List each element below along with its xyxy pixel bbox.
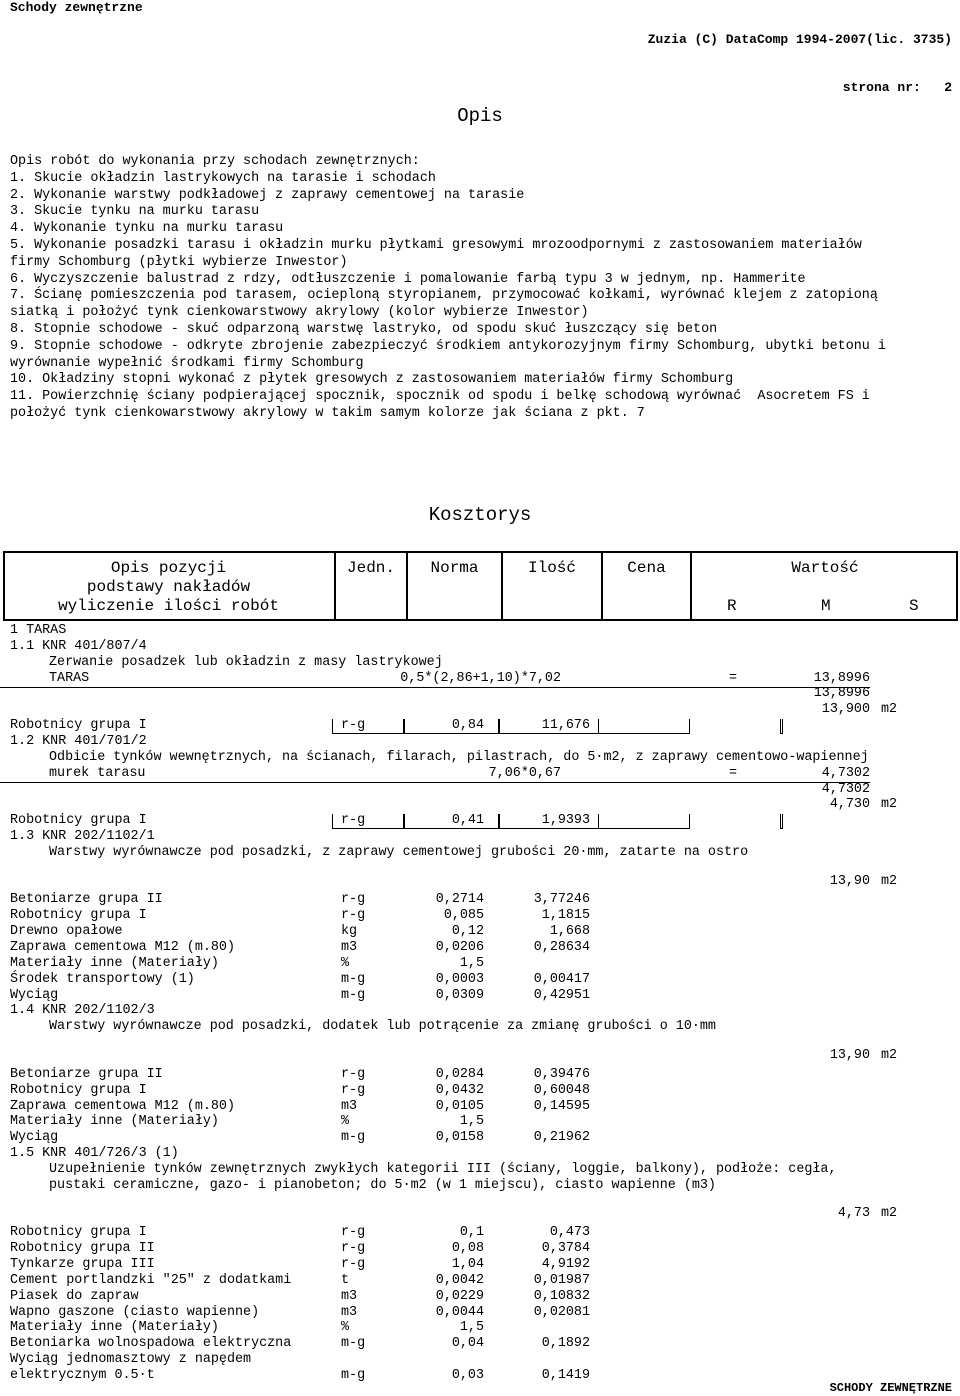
- resource-name: Wyciąg: [10, 1130, 59, 1146]
- calc-formula: 0,5*(2,86+1,10)*7,02: [400, 670, 561, 686]
- resource-name: Piasek do zapraw: [10, 1288, 139, 1304]
- opis-line: 2. Wykonanie warstwy podkładowej z zaprawy cementowej na tarasie: [10, 187, 525, 203]
- resource-unit: m3: [341, 1288, 358, 1304]
- resource-unit: r-g: [341, 908, 366, 924]
- header-norma: Norma: [430, 559, 479, 577]
- page-number: strona nr: 2: [842, 80, 952, 95]
- calc-result: 4,7302: [0, 766, 870, 783]
- resource-unit: %: [341, 1320, 350, 1336]
- resource-unit: t: [341, 1272, 350, 1288]
- position-code: 1.5 KNR 401/726/3 (1): [10, 1146, 179, 1162]
- resource-norma: 0,0284: [435, 1066, 484, 1082]
- opis-line: 9. Stopnie schodowe - odkryte zbrojenie zabezpieczyć środkiem antykorozyjnym firmy Schomburg, ubytki betonu i: [10, 338, 886, 354]
- opis-line: 3. Skucie tynku na murku tarasu: [10, 204, 260, 220]
- calc-equals: =: [729, 765, 738, 781]
- resource-name: Robotnicy grupa II: [10, 1241, 155, 1257]
- resource-norma: 0,2714: [435, 892, 484, 908]
- position-description: Odbicie tynków wewnętrznych, na ścianach, filarach, pilastrach, do 5·m2, z zaprawy cementowo-wapiennej: [49, 749, 869, 765]
- resource-norma: 0,0105: [435, 1098, 484, 1114]
- position-total: 13,900: [821, 702, 870, 718]
- resource-ilosc: 0,473: [549, 1225, 590, 1241]
- position-description: Zerwanie posadzek lub okładzin z masy lastrykowej: [49, 654, 443, 670]
- cell-border: [404, 719, 499, 734]
- position-description: Warstwy wyrównawcze pod posadzki, z zaprawy cementowej grubości 20·mm, zatarte na ostro: [49, 844, 749, 860]
- position-total: 13,90: [829, 873, 870, 889]
- resource-unit: r-g: [341, 1257, 366, 1272]
- opis-line: 8. Stopnie schodowe - skuć odparzoną warstwę lastryko, od spodu skuć łuszczący się beton: [10, 321, 718, 337]
- opis-line: 6. Wyczyszczenie balustrad z rdzy, odtłuszczenie i pomalowanie farbą typu 3 w jednym, np. Hammerite: [10, 271, 806, 287]
- resource-ilosc: 0,28634: [533, 940, 590, 955]
- resource-name: Robotnicy grupa I: [10, 1225, 147, 1241]
- resource-norma: 0,08: [451, 1241, 484, 1257]
- opis-line: 4. Wykonanie tynku na murku tarasu: [10, 221, 284, 237]
- position-unit: m2: [881, 1047, 898, 1063]
- resource-name: Betoniarze grupa II: [10, 1066, 163, 1082]
- resource-ilosc: 0,01987: [533, 1272, 590, 1288]
- position-unit: m2: [881, 797, 898, 813]
- header-ilosc: Ilość: [527, 559, 576, 577]
- resource-name: Zaprawa cementowa M12 (m.80): [10, 940, 235, 955]
- opis-line: 1. Skucie okładzin lastrykowych na tarasie i schodach: [10, 170, 436, 186]
- resource-norma: 1,5: [459, 955, 484, 971]
- resource-name: Materiały inne (Materiały): [10, 955, 219, 971]
- resource-name: elektrycznym 0.5·t: [10, 1367, 155, 1383]
- resource-unit: r-g: [341, 1066, 366, 1082]
- resource-name: Drewno opałowe: [10, 924, 123, 940]
- resource-name: Materiały inne (Materiały): [10, 1114, 219, 1130]
- resource-norma: 0,0309: [435, 987, 484, 1003]
- resource-name: Robotnicy grupa I: [10, 813, 147, 829]
- resource-ilosc: 3,77246: [533, 892, 590, 908]
- resource-unit: m-g: [341, 1130, 366, 1146]
- position-code: 1.1 KNR 401/807/4: [10, 638, 147, 654]
- cell-border: [499, 719, 599, 734]
- resource-unit: m3: [341, 940, 358, 955]
- resource-unit: m3: [341, 1098, 358, 1114]
- resource-ilosc: 0,60048: [533, 1082, 590, 1098]
- resource-ilosc: 1,1815: [541, 908, 590, 924]
- opis-line: firmy Schomburg (płytki wybierze Inwestor): [10, 254, 348, 270]
- resource-norma: 1,5: [459, 1114, 484, 1130]
- resource-unit: %: [341, 1114, 350, 1130]
- resource-norma: 0,0206: [435, 940, 484, 955]
- header-wartosc: Wartość: [791, 559, 859, 577]
- resource-name: Materiały inne (Materiały): [10, 1320, 219, 1336]
- resource-norma: 0,12: [451, 924, 484, 940]
- header-m: M: [821, 597, 831, 615]
- position-code: 1.2 KNR 401/701/2: [10, 733, 147, 749]
- resource-ilosc: 1,9393: [541, 813, 590, 829]
- resource-norma: 0,0044: [435, 1304, 484, 1320]
- kosztorys-heading: Kosztorys: [428, 504, 532, 526]
- cell-border: [332, 814, 404, 829]
- document-footer: SCHODY ZEWNĘTRZNE: [829, 1381, 952, 1395]
- position-code: 1.4 KNR 202/1102/3: [10, 1003, 155, 1019]
- resource-unit: r-g: [341, 1082, 366, 1098]
- header-s: S: [909, 597, 919, 615]
- cell-border: [780, 814, 783, 829]
- resource-name: Betoniarze grupa II: [10, 892, 163, 908]
- calc-result: 13,8996: [0, 671, 870, 688]
- cell-border: [332, 719, 404, 734]
- cell-border: [780, 719, 783, 734]
- opis-line: Opis robót do wykonania przy schodach zewnętrznych:: [10, 154, 420, 169]
- position-description: pustaki ceramiczne, gazo- i pianobeton; do 5·m2 (w 1 miejscu), ciasto wapienne (m3): [49, 1177, 716, 1193]
- opis-line: położyć tynk cienkowarstwowy akrylowy w takim samym kolorze jak ściana z pkt. 7: [10, 405, 645, 421]
- header-jedn: Jedn.: [346, 559, 395, 577]
- opis-line: 10. Okładziny stopni wykonać z płytek gresowych z zastosowaniem materiałów firmy Schomburg: [10, 372, 734, 388]
- resource-norma: 1,5: [459, 1320, 484, 1336]
- header-opis-pozycji: Opis pozycji: [110, 559, 227, 577]
- resource-ilosc: 0,1892: [541, 1336, 590, 1352]
- resource-unit: m3: [341, 1304, 358, 1320]
- resource-name: Wyciąg jednomasztowy z napędem: [10, 1352, 252, 1368]
- resource-norma: 0,0003: [435, 971, 484, 987]
- resource-ilosc: 0,02081: [533, 1304, 590, 1320]
- resource-ilosc: 0,00417: [533, 971, 590, 987]
- calc-sum: 13,8996: [813, 686, 870, 702]
- resource-name: Środek transportowy (1): [10, 971, 195, 987]
- resource-name: Robotnicy grupa I: [10, 908, 147, 924]
- opis-line: 5. Wykonanie posadzki tarasu i okładzin murku płytkami gresowymi mrozoodpornymi z zastosowaniem materiałów: [10, 237, 862, 253]
- position-total: 13,90: [829, 1047, 870, 1063]
- resource-unit: r-g: [341, 1241, 366, 1257]
- calc-equals: =: [729, 670, 738, 686]
- resource-norma: 0,41: [451, 813, 484, 829]
- cell-border: [499, 814, 599, 829]
- resource-norma: 0,84: [451, 718, 484, 734]
- resource-norma: 1,04: [451, 1257, 484, 1272]
- resource-name: Wapno gaszone (ciasto wapienne): [10, 1304, 260, 1320]
- position-description: Warstwy wyrównawcze pod posadzki, dodatek lub potrącenie za zmianę grubości o 10·mm: [49, 1019, 716, 1035]
- position-description: Uzupełnienie tynków zewnętrznych zwykłych kategorii III (ściany, loggie, balkony), podłoże: cegła,: [49, 1161, 837, 1177]
- resource-unit: r-g: [341, 813, 366, 829]
- resource-norma: 0,04: [451, 1336, 484, 1352]
- resource-norma: 0,1: [459, 1225, 484, 1241]
- calc-sum: 4,7302: [821, 781, 870, 797]
- cell-border: [598, 719, 690, 734]
- resource-norma: 0,03: [451, 1367, 484, 1383]
- header-r: R: [727, 597, 737, 615]
- resource-unit: r-g: [341, 892, 366, 908]
- resource-unit: m-g: [341, 1367, 366, 1383]
- resource-unit: r-g: [341, 718, 366, 734]
- position-total: 4,730: [829, 797, 870, 813]
- opis-line: wyrównanie wypełnić środkami firmy Schomburg: [10, 355, 364, 371]
- position-code: 1.3 KNR 202/1102/1: [10, 829, 155, 845]
- resource-name: Tynkarze grupa III: [10, 1257, 155, 1272]
- resource-unit: kg: [341, 924, 358, 940]
- calc-label: murek tarasu: [49, 765, 146, 781]
- resource-ilosc: 1,668: [549, 924, 590, 940]
- resource-ilosc: 0,39476: [533, 1066, 590, 1082]
- resource-name: Betoniarka wolnospadowa elektryczna: [10, 1336, 292, 1352]
- resource-ilosc: 0,10832: [533, 1288, 590, 1304]
- cell-border: [598, 814, 690, 829]
- resource-unit: m-g: [341, 987, 366, 1003]
- resource-ilosc: 0,42951: [533, 987, 590, 1003]
- header-cena: Cena: [627, 559, 666, 577]
- resource-ilosc: 4,9192: [541, 1257, 590, 1272]
- resource-unit: m-g: [341, 1336, 366, 1352]
- resource-norma: 0,0432: [435, 1082, 484, 1098]
- resource-ilosc: 0,1419: [541, 1367, 590, 1383]
- document-header-title: Schody zewnętrzne: [10, 0, 143, 15]
- header-wyliczenie: wyliczenie ilości robót: [58, 597, 279, 615]
- calc-formula: 7,06*0,67: [488, 765, 561, 781]
- header-podstawy: podstawy nakładów: [86, 578, 251, 596]
- opis-line: siatką i położyć tynk cienkowarstwowy akrylowy (kolor wybierze Inwestor): [10, 305, 589, 321]
- resource-unit: %: [341, 955, 350, 971]
- resource-norma: 0,0042: [435, 1272, 484, 1288]
- resource-name: Zaprawa cementowa M12 (m.80): [10, 1098, 235, 1114]
- resource-norma: 0,085: [443, 908, 484, 924]
- resource-ilosc: 0,21962: [533, 1130, 590, 1146]
- position-unit: m2: [881, 702, 898, 718]
- resource-name: Robotnicy grupa I: [10, 1082, 147, 1098]
- license-info: Zuzia (C) DataComp 1994-2007(lic. 3735): [647, 32, 952, 47]
- position-total: 4,73: [837, 1206, 870, 1222]
- resource-ilosc: 0,3784: [541, 1241, 590, 1257]
- cell-border: [404, 814, 499, 829]
- opis-heading: Opis: [457, 105, 503, 127]
- opis-line: 7. Ścianę pomieszczenia pod tarasem, ocieploną styropianem, przymocować kołkami, wyrównać klejem z zatopioną: [10, 288, 878, 304]
- resource-ilosc: 11,676: [541, 718, 590, 734]
- resource-name: Wyciąg: [10, 987, 59, 1003]
- opis-line: 11. Powierzchnię ściany podpierającej spocznik, spocznik od spodu i belkę schodową wyrównać Asocretem FS i: [10, 389, 870, 405]
- calc-label: TARAS: [49, 670, 90, 686]
- resource-name: Cement portlandzki "25" z dodatkami: [10, 1272, 292, 1288]
- resource-name: Robotnicy grupa I: [10, 718, 147, 734]
- resource-norma: 0,0158: [435, 1130, 484, 1146]
- position-unit: m2: [881, 1206, 898, 1222]
- resource-norma: 0,0229: [435, 1288, 484, 1304]
- resource-unit: r-g: [341, 1225, 366, 1241]
- resource-ilosc: 0,14595: [533, 1098, 590, 1114]
- section-title: 1 TARAS: [10, 623, 67, 638]
- resource-unit: m-g: [341, 971, 366, 987]
- position-unit: m2: [881, 873, 898, 889]
